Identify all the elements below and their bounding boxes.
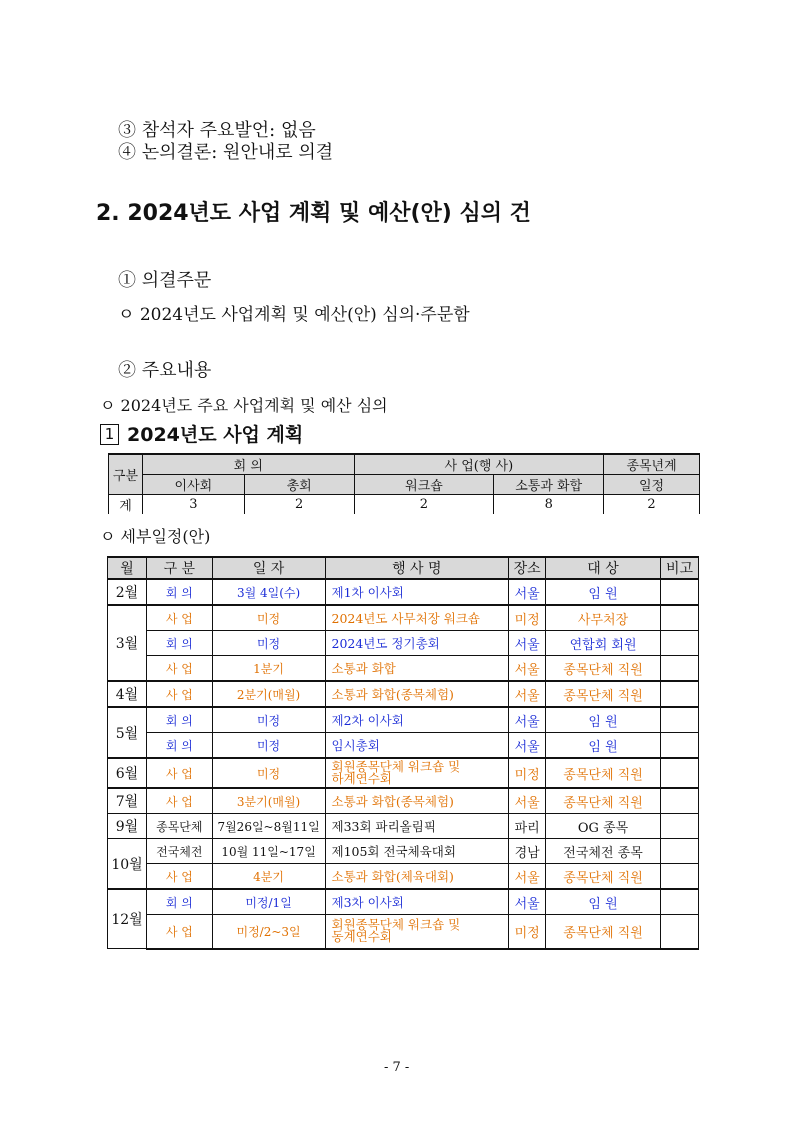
event-cell: 제3차 이사회 <box>325 889 509 915</box>
month-cell: 12월 <box>108 889 147 949</box>
col-note: 비고 <box>661 557 699 579</box>
date-cell: 4분기 <box>212 864 325 890</box>
col-event: 행 사 명 <box>325 557 509 579</box>
event-cell: 제2차 이사회 <box>325 707 509 733</box>
note-cell <box>661 681 699 707</box>
summary-value: 8 <box>494 495 604 515</box>
note-cell <box>661 864 699 890</box>
date-cell: 7월26일~8월11일 <box>212 814 325 839</box>
place-cell: 서울 <box>509 788 546 814</box>
target-cell: 종목단체 직원 <box>546 681 661 707</box>
date-cell: 1분기 <box>212 656 325 682</box>
summary-value: 2 <box>244 495 354 515</box>
target-cell: 임 원 <box>546 889 661 915</box>
event-cell: 소통과 화합(종목체험) <box>325 788 509 814</box>
place-cell: 서울 <box>509 681 546 707</box>
month-cell: 7월 <box>108 788 147 814</box>
date-cell: 미정/1일 <box>212 889 325 915</box>
note-cell <box>661 579 699 605</box>
place-cell: 서울 <box>509 889 546 915</box>
category-cell: 회 의 <box>146 733 212 759</box>
note-cell <box>661 605 699 631</box>
summary-row-label: 계 <box>109 495 143 515</box>
summary-value: 2 <box>604 495 700 515</box>
category-cell: 사 업 <box>146 656 212 682</box>
note-cell <box>661 631 699 656</box>
col-category: 구 분 <box>146 557 212 579</box>
place-cell: 미정 <box>509 915 546 949</box>
note-cell <box>661 758 699 788</box>
category-cell: 사 업 <box>146 788 212 814</box>
note-cell <box>661 915 699 949</box>
target-cell: 종목단체 직원 <box>546 656 661 682</box>
place-cell: 서울 <box>509 579 546 605</box>
month-cell: 3월 <box>108 605 147 681</box>
summary-col-general: 총회 <box>244 475 354 495</box>
event-cell: 회원종목단체 워크숍 및 하계연수회 <box>325 758 509 788</box>
place-cell: 미정 <box>509 605 546 631</box>
date-cell: 미정 <box>212 733 325 759</box>
note-cell <box>661 733 699 759</box>
summary-value: 3 <box>142 495 244 515</box>
note-cell <box>661 707 699 733</box>
note-cell <box>661 839 699 864</box>
summary-group-event: 종목년계 <box>604 454 700 475</box>
category-cell: 회 의 <box>146 707 212 733</box>
note-cell <box>661 656 699 682</box>
target-cell: 임 원 <box>546 579 661 605</box>
item4-line: ④ 논의결론: 원안내로 의결 <box>118 142 334 163</box>
target-cell: 종목단체 직원 <box>546 788 661 814</box>
item3-line: ③ 참석자 주요발언: 없음 <box>118 120 316 141</box>
note-cell <box>661 814 699 839</box>
category-cell: 회 의 <box>146 579 212 605</box>
month-cell: 2월 <box>108 579 147 605</box>
summary-col-board: 이사회 <box>142 475 244 495</box>
sub2-heading: ② 주요내용 <box>118 360 212 381</box>
date-cell: 미정 <box>212 605 325 631</box>
target-cell: 종목단체 직원 <box>546 864 661 890</box>
plan-heading <box>100 420 303 447</box>
place-cell: 서울 <box>509 707 546 733</box>
place-cell: 서울 <box>509 631 546 656</box>
month-cell: 4월 <box>108 681 147 707</box>
col-target: 대 상 <box>546 557 661 579</box>
category-cell: 회 의 <box>146 631 212 656</box>
event-cell: 제1차 이사회 <box>325 579 509 605</box>
event-cell: 2024년도 사무처장 워크숍 <box>325 605 509 631</box>
sub1-text: ㅇ 2024년도 사업계획 및 예산(안) 심의·주문함 <box>118 305 470 325</box>
sub1-heading: ① 의결주문 <box>118 270 212 291</box>
col-date: 일 자 <box>212 557 325 579</box>
place-cell: 서울 <box>509 864 546 890</box>
target-cell: 전국체전 종목 <box>546 839 661 864</box>
date-cell: 3분기(매월) <box>212 788 325 814</box>
category-cell: 종목단체 <box>146 814 212 839</box>
summary-group-business: 사 업(행 사) <box>354 454 604 475</box>
event-cell: 소통과 화합 <box>325 656 509 682</box>
note-cell <box>661 889 699 915</box>
month-cell: 6월 <box>108 758 147 788</box>
summary-col-schedule: 일정 <box>604 475 700 495</box>
date-cell: 3월 4일(수) <box>212 579 325 605</box>
target-cell: 사무처장 <box>546 605 661 631</box>
event-cell: 2024년도 정기총회 <box>325 631 509 656</box>
date-cell: 미정/2~3일 <box>212 915 325 949</box>
page-number: - 7 - <box>384 1060 410 1075</box>
place-cell: 서울 <box>509 733 546 759</box>
section-heading: 2. 2024년도 사업 계획 및 예산(안) 심의 건 <box>96 201 531 226</box>
detail-heading: ㅇ 세부일정(안) <box>100 527 211 546</box>
category-cell: 전국체전 <box>146 839 212 864</box>
box-number: 1 <box>100 424 119 445</box>
target-cell: 연합회 회원 <box>546 631 661 656</box>
plan-title: 2024년도 사업 계획 <box>127 424 304 446</box>
target-cell: 종목단체 직원 <box>546 758 661 788</box>
place-cell: 경남 <box>509 839 546 864</box>
event-cell: 소통과 화합(체육대회) <box>325 864 509 890</box>
place-cell: 서울 <box>509 656 546 682</box>
summary-corner: 구분 <box>109 454 143 495</box>
summary-value: 2 <box>354 495 494 515</box>
category-cell: 사 업 <box>146 681 212 707</box>
place-cell: 미정 <box>509 758 546 788</box>
date-cell: 미정 <box>212 758 325 788</box>
category-cell: 사 업 <box>146 915 212 949</box>
summary-group-meeting: 회 의 <box>142 454 354 475</box>
category-cell: 사 업 <box>146 758 212 788</box>
schedule-table <box>107 556 699 950</box>
category-cell: 사 업 <box>146 605 212 631</box>
date-cell: 미정 <box>212 631 325 656</box>
month-cell: 10월 <box>108 839 147 890</box>
event-cell: 제33회 파리올림픽 <box>325 814 509 839</box>
event-cell: 제105회 전국체육대회 <box>325 839 509 864</box>
summary-col-workshop: 워크숍 <box>354 475 494 495</box>
summary-table <box>108 453 700 514</box>
event-cell: 회원종목단체 워크숍 및 동계연수회 <box>325 915 509 949</box>
category-cell: 사 업 <box>146 864 212 890</box>
date-cell: 10월 11일~17일 <box>212 839 325 864</box>
target-cell: 임 원 <box>546 707 661 733</box>
summary-col-harmony: 소통과 화합 <box>494 475 604 495</box>
month-cell: 5월 <box>108 707 147 758</box>
month-cell: 9월 <box>108 814 147 839</box>
col-month: 월 <box>108 557 147 579</box>
category-cell: 회 의 <box>146 889 212 915</box>
note-cell <box>661 788 699 814</box>
place-cell: 파리 <box>509 814 546 839</box>
date-cell: 미정 <box>212 707 325 733</box>
sub2-text: ㅇ 2024년도 주요 사업계획 및 예산 심의 <box>100 396 388 415</box>
col-place: 장소 <box>509 557 546 579</box>
target-cell: 종목단체 직원 <box>546 915 661 949</box>
target-cell: OG 종목 <box>546 814 661 839</box>
event-cell: 소통과 화합(종목체험) <box>325 681 509 707</box>
event-cell: 임시총회 <box>325 733 509 759</box>
target-cell: 임 원 <box>546 733 661 759</box>
date-cell: 2분기(매월) <box>212 681 325 707</box>
